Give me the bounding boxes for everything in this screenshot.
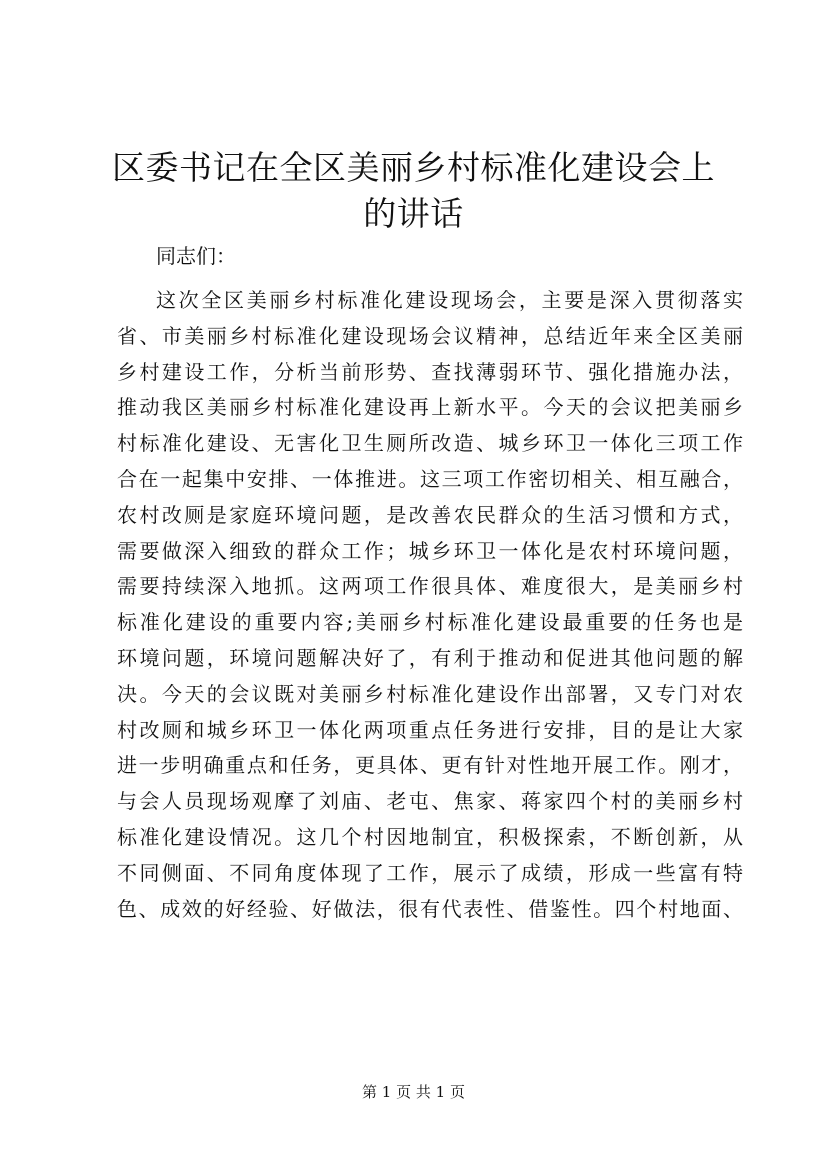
body-line: 环境问题，环境问题解决好了，有利于推动和促进其他问题的解 (117, 645, 743, 670)
document-title: 区委书记在全区美丽乡村标准化建设会上的讲话 (112, 148, 715, 233)
body-line: 需要持续深入地抓。这两项工作很具体、难度很大，是美丽乡村 (117, 574, 743, 599)
salutation: 同志们： (156, 244, 236, 268)
body-line: 这次全区美丽乡村标准化建设现场会，主要是深入贯彻落实 (156, 288, 743, 312)
body-line: 色、成效的好经验、好做法，很有代表性、借鉴性。四个村地面、 (117, 896, 743, 921)
body-line: 与会人员现场观摩了刘庙、老屯、焦家、蒋家四个村的美丽乡村 (117, 789, 743, 814)
body-line: 推动我区美丽乡村标准化建设再上新水平。今天的会议把美丽乡 (117, 395, 743, 420)
body-line: 合在一起集中安排、一体推进。这三项工作密切相关、相互融合， (117, 466, 743, 491)
body-line: 标准化建设的重要内容;美丽乡村标准化建设最重要的任务也是 (117, 610, 743, 635)
body-line: 进一步明确重点和任务，更具体、更有针对性地开展工作。刚才， (117, 753, 743, 778)
body-line: 乡村建设工作，分析当前形势、查找薄弱环节、强化措施办法， (117, 359, 743, 384)
body-line: 不同侧面、不同角度体现了工作，展示了成绩，形成一些富有特 (117, 860, 743, 885)
body-line: 需要做深入细致的群众工作；城乡环卫一体化是农村环境问题， (117, 538, 743, 563)
body-line: 省、市美丽乡村标准化建设现场会议精神，总结近年来全区美丽 (117, 323, 743, 348)
body-line: 村改厕和城乡环卫一体化两项重点任务进行安排，目的是让大家 (117, 717, 743, 742)
body-line: 农村改厕是家庭环境问题，是改善农民群众的生活习惯和方式， (117, 502, 743, 527)
body-line: 决。今天的会议既对美丽乡村标准化建设作出部署，又专门对农 (117, 681, 743, 706)
body-line: 村标准化建设、无害化卫生厕所改造、城乡环卫一体化三项工作 (117, 431, 743, 456)
body-line: 标准化建设情况。这几个村因地制宜，积极探索，不断创新，从 (117, 824, 743, 849)
page-number-footer: 第 1 页 共 1 页 (362, 1083, 465, 1101)
body-paragraph (117, 283, 743, 927)
